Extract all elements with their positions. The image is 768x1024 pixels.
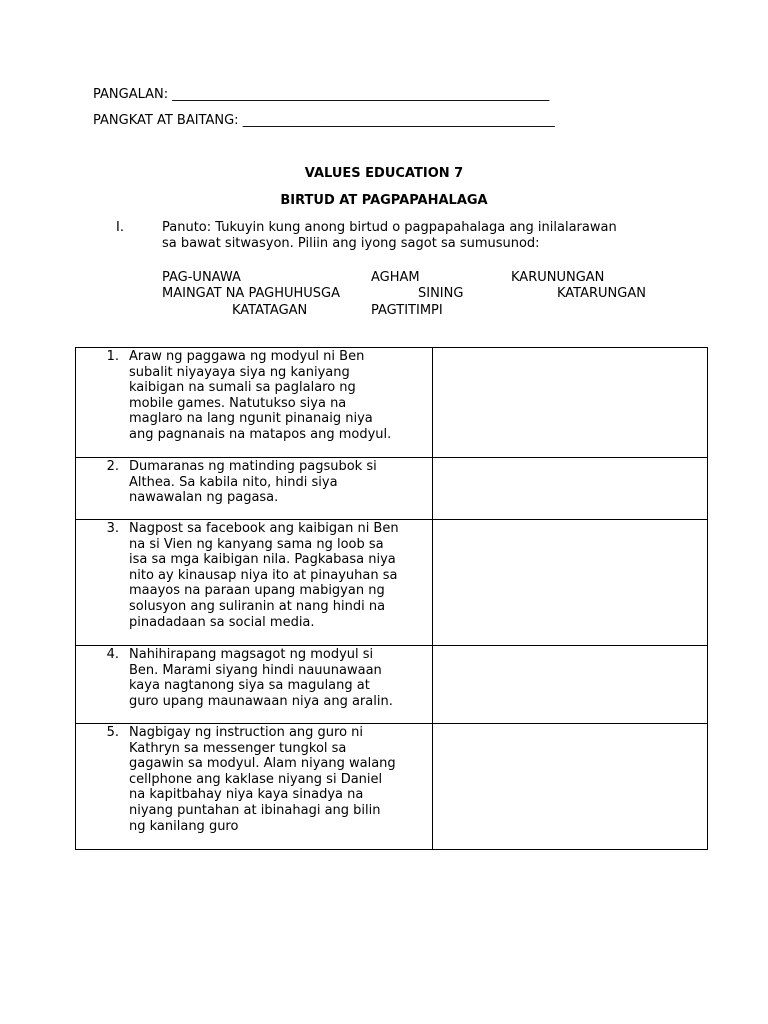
question-line: Nahihirapang magsagot ng modyul si: [129, 647, 374, 662]
question-cell: [76, 646, 433, 724]
question-line: na kapitbahay niya kaya sinadya na: [129, 787, 364, 803]
table-row: [76, 458, 708, 520]
answer-cell[interactable]: [433, 724, 708, 850]
grade-section-field-line: PANGKAT AT BAITANG: ________________________________________________: [93, 113, 555, 128]
question-line: maglaro na lang ngunit pinanaig niya: [129, 411, 373, 427]
question-line: Kathryn sa messenger tungkol sa: [129, 740, 347, 756]
question-text: [129, 521, 419, 630]
choice-item: MAINGAT NA PAGHUHUSGA: [162, 286, 340, 301]
question-line: Althea. Sa kabila nito, hindi siya: [129, 474, 338, 490]
question-cell: [76, 458, 433, 520]
choice-item: KATARUNGAN: [557, 286, 646, 301]
answer-cell[interactable]: [433, 646, 708, 724]
question-line: Ben. Marami siyang hindi nauunawaan: [129, 662, 382, 678]
question-line: ang pagnanais na matapos ang modyul.: [129, 426, 392, 442]
question-answer-table: [75, 347, 708, 850]
choice-item: AGHAM: [371, 270, 420, 285]
question-line: nito ay kinausap niya ito at pinayuhan sa: [129, 567, 398, 583]
question-line: nawawalan ng pagasa.: [129, 490, 279, 506]
instruction-line-2: sa bawat sitwasyon. Piliin ang iyong sagot sa sumusunod:: [162, 236, 540, 251]
choice-item: PAGTITIMPI: [371, 303, 443, 318]
question-number: 3.: [106, 521, 119, 536]
choice-item: KARUNUNGAN: [511, 270, 605, 285]
answer-cell[interactable]: [433, 458, 708, 520]
question-line: Nagpost sa facebook ang kaibigan ni Ben: [129, 521, 399, 536]
question-line: mobile games. Natutukso siya na: [129, 395, 347, 411]
instruction-numeral: I.: [116, 220, 124, 235]
subject-title: VALUES EDUCATION 7: [304, 166, 464, 181]
question-cell: [76, 348, 433, 458]
question-text: [129, 349, 419, 443]
table-row: [76, 348, 708, 458]
choice-item: PAG-UNAWA: [162, 270, 241, 285]
question-line: kaibigan na sumali sa paglalaro ng: [129, 380, 356, 396]
question-line: isa sa mga kaibigan nila. Pagkabasa niya: [129, 552, 396, 568]
name-field-line: PANGALAN: __________________________________________________________: [93, 87, 550, 102]
question-text: [129, 725, 419, 834]
question-line: ng kanilang guro: [129, 818, 239, 834]
question-number: 4.: [106, 647, 119, 662]
question-line: Araw ng paggawa ng modyul ni Ben: [129, 349, 365, 364]
question-line: subalit niyayaya siya ng kaniyang: [129, 364, 350, 380]
answer-cell[interactable]: [433, 348, 708, 458]
instruction-line-1: Panuto: Tukuyin kung anong birtud o pagpapahalaga ang inilalarawan: [162, 220, 617, 235]
choice-item: KATATAGAN: [232, 303, 308, 318]
question-number: 2.: [106, 459, 119, 474]
question-line: maayos na paraan upang mabigyan ng: [129, 583, 385, 599]
question-line: pinadadaan sa social media.: [129, 614, 315, 630]
question-line: niyang puntahan at ibinahagi ang bilin: [129, 802, 381, 818]
table-row: [76, 646, 708, 724]
question-text: [129, 647, 419, 709]
question-line: Dumaranas ng matinding pagsubok si: [129, 459, 377, 474]
question-line: kaya nagtanong siya sa magulang at: [129, 678, 370, 694]
question-line: solusyon ang suliranin at nang hindi na: [129, 598, 386, 614]
question-line: gagawin sa modyul. Alam niyang walang: [129, 756, 396, 772]
table-row: [76, 520, 708, 646]
question-text: [129, 459, 419, 506]
table-row: [76, 724, 708, 850]
topic-title: BIRTUD AT PAGPAPAHALAGA: [280, 193, 488, 208]
choice-item: SINING: [418, 286, 464, 301]
question-line: Nagbigay ng instruction ang guro ni: [129, 725, 364, 740]
answer-cell[interactable]: [433, 520, 708, 646]
question-line: cellphone ang kaklase niyang si Daniel: [129, 771, 383, 787]
question-cell: [76, 520, 433, 646]
question-line: na si Vien ng kanyang sama ng loob sa: [129, 536, 384, 552]
question-number: 5.: [106, 725, 119, 740]
question-line: guro upang maunawaan niya ang aralin.: [129, 693, 393, 709]
question-number: 1.: [106, 349, 119, 364]
question-cell: [76, 724, 433, 850]
